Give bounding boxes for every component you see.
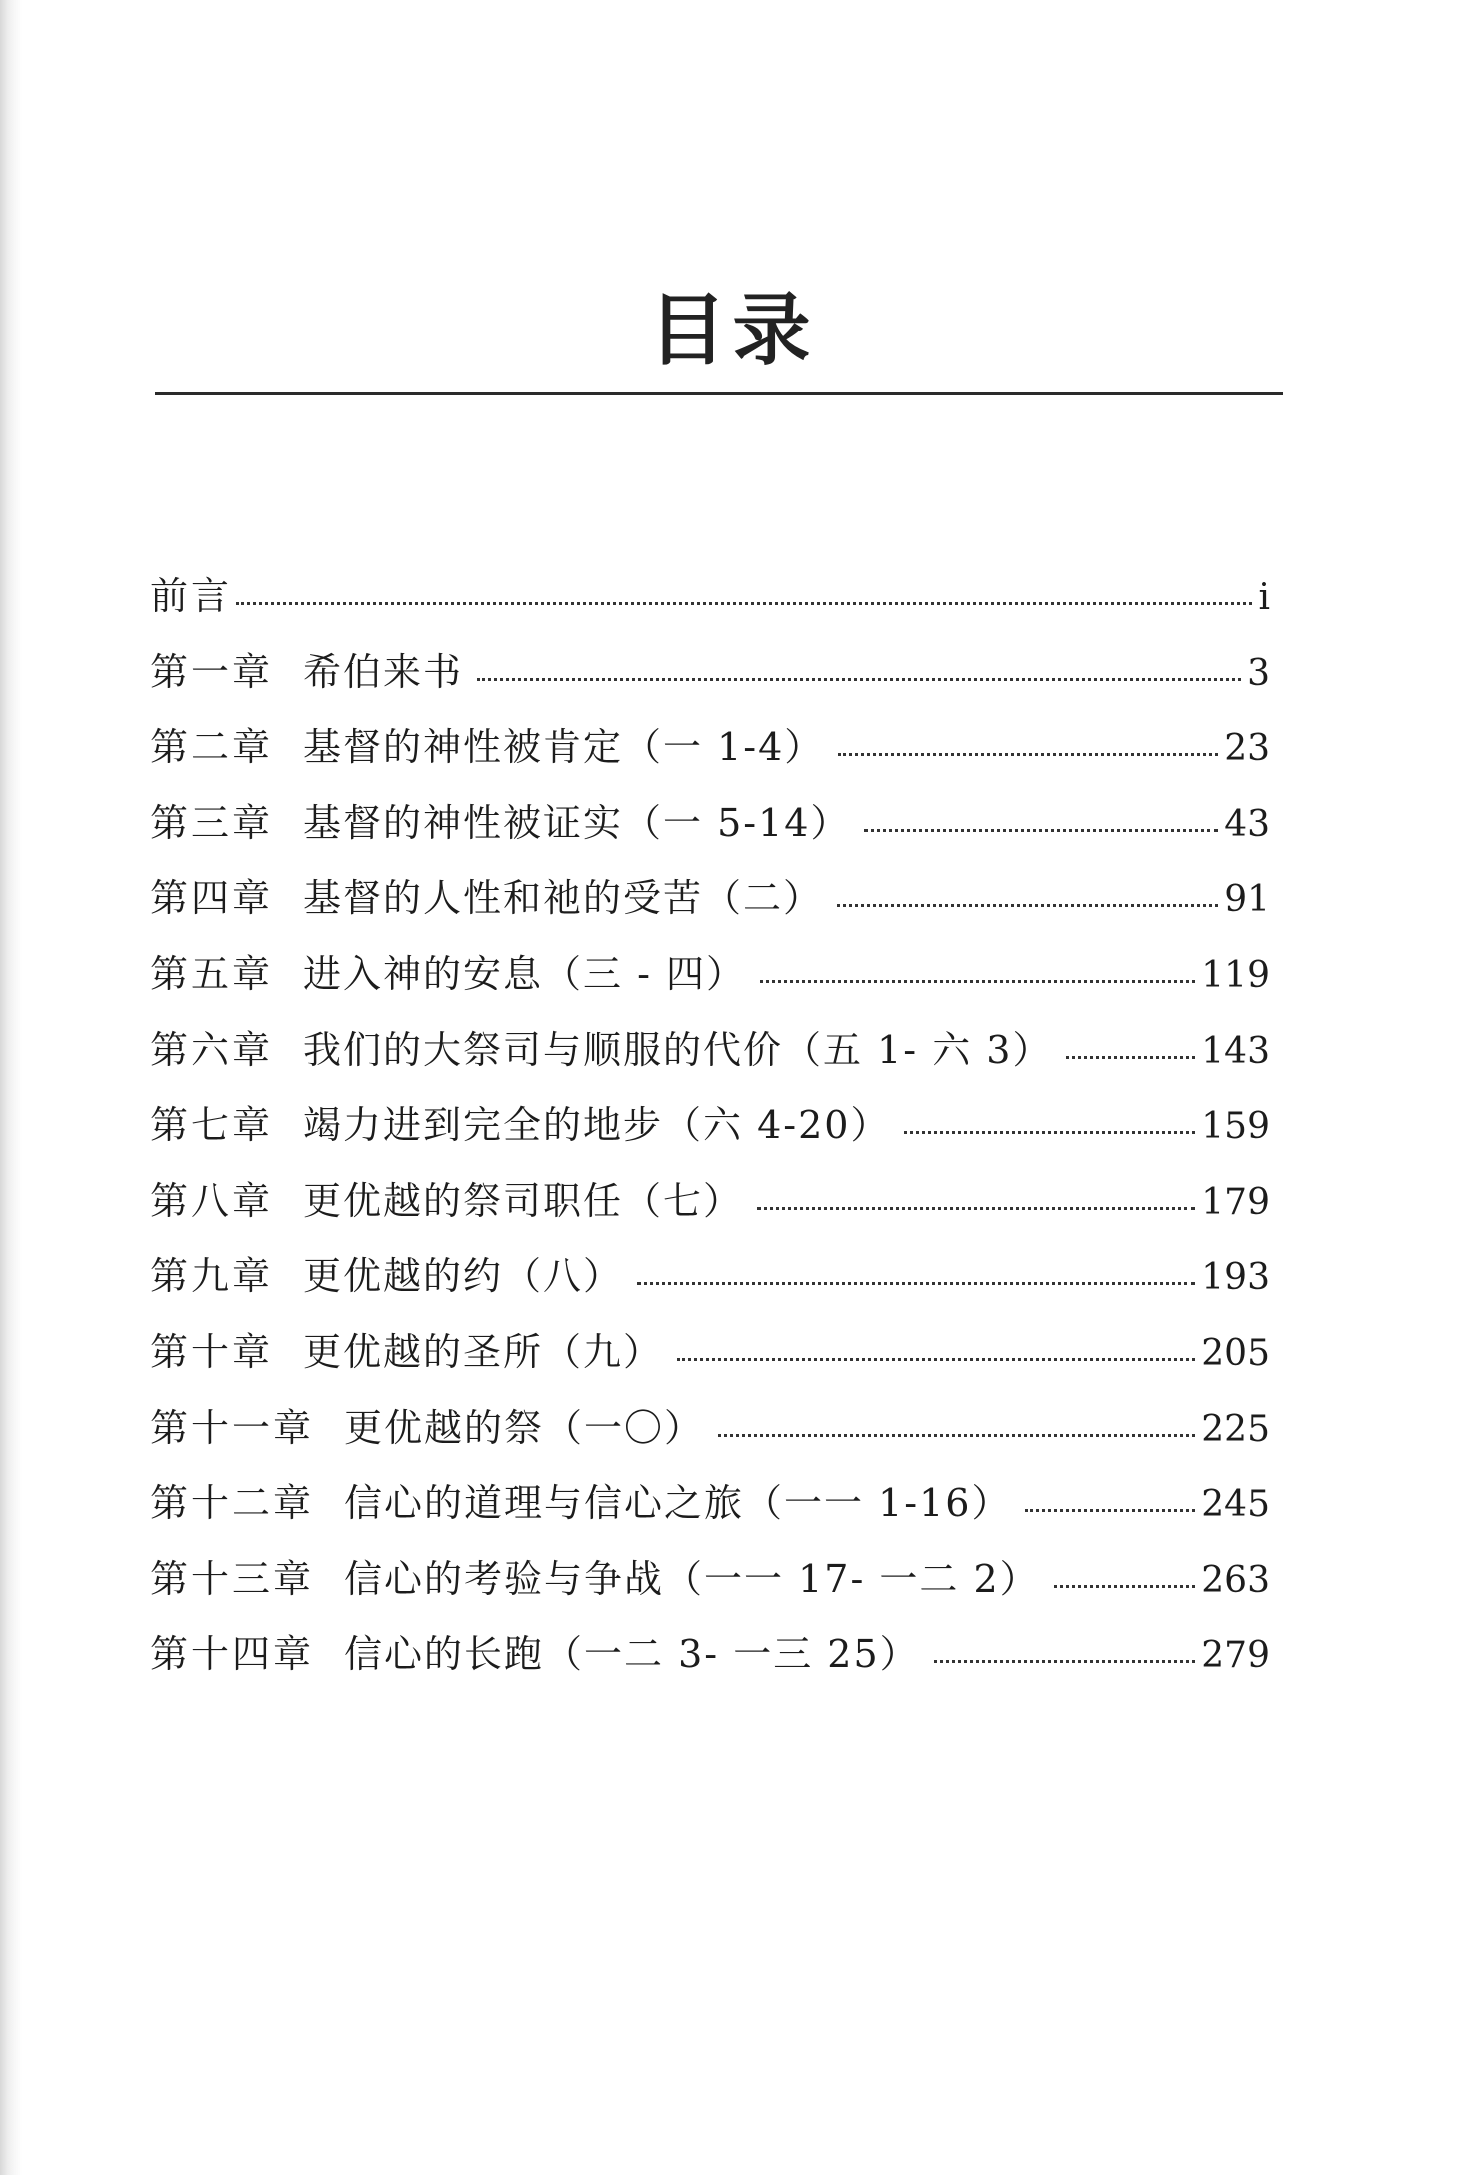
leader-dots [677,1358,1195,1361]
page-number: 179 [1201,1181,1270,1223]
chapter-number: 第十二章 [150,1481,315,1526]
chapter-title: 信心的道理与信心之旅（一一 1-16） [344,1481,1012,1526]
chapter-title: 我们的大祭司与顺服的代价（五 1- 六 3） [303,1027,1053,1072]
leader-dots [934,1660,1196,1663]
chapter-number: 第十四章 [150,1632,315,1677]
chapter-number: 前言 [150,574,233,618]
leader-dots [718,1434,1195,1437]
leader-dots [757,1207,1195,1210]
chapter-title: 基督的神性被证实（一 5-14） [303,800,851,845]
page-number: 3 [1247,652,1270,694]
page-title: 目录 [648,286,817,376]
chapter-number: 第八章 [150,1178,274,1223]
page-number: 225 [1201,1408,1270,1450]
chapter-title: 信心的长跑（一二 3- 一三 25） [344,1632,920,1677]
leader-dots [864,829,1218,832]
leader-dots [760,980,1195,983]
chapter-number: 第一章 [150,649,274,694]
leader-dots [1054,1585,1196,1588]
chapter-title: 进入神的安息（三 - 四） [303,951,747,996]
toc-entry-4[interactable] [150,867,1270,943]
leader-dots [477,678,1241,681]
chapter-number: 第三章 [150,800,274,845]
chapter-number: 第十章 [150,1329,274,1374]
toc-entry-5[interactable] [150,943,1270,1019]
toc-entry-6[interactable] [150,1019,1270,1095]
toc-entry-12[interactable] [150,1472,1270,1548]
page-number: 143 [1201,1030,1270,1072]
toc-entry-8[interactable] [150,1170,1270,1246]
page-number: 23 [1224,728,1270,770]
chapter-title: 更优越的祭（一〇） [344,1405,705,1450]
page-number: 279 [1201,1635,1270,1677]
chapter-title: 更优越的圣所（九） [303,1329,664,1374]
chapter-number: 第七章 [150,1103,274,1148]
chapter-number: 第十三章 [150,1556,315,1601]
leader-dots [837,904,1218,907]
chapter-number: 第五章 [150,951,274,996]
chapter-title: 竭力进到完全的地步（六 4-20） [303,1103,891,1148]
toc-entry-1[interactable] [150,641,1270,717]
page-number: 91 [1224,879,1270,921]
chapter-title: 更优越的约（八） [303,1254,624,1299]
page-number: 263 [1201,1559,1270,1601]
chapter-title: 希伯来书 [303,649,464,694]
toc-entry-9[interactable] [150,1245,1270,1321]
toc-entry-preface[interactable] [150,565,1270,641]
toc-entry-7[interactable] [150,1094,1270,1170]
leader-dots [1025,1509,1195,1512]
chapter-number: 第十一章 [150,1405,315,1450]
page-number: i [1258,577,1270,618]
toc-entry-13[interactable] [150,1548,1270,1624]
chapter-title: 基督的人性和祂的受苦（二） [303,876,824,921]
page-number: 43 [1224,803,1270,845]
chapter-title: 更优越的祭司职任（七） [303,1178,744,1223]
table-of-contents [150,565,1270,1699]
leader-dots [904,1131,1195,1134]
chapter-number: 第四章 [150,876,274,921]
leader-dots [838,753,1218,756]
leader-dots [236,602,1252,605]
chapter-number: 第二章 [150,725,274,770]
leader-dots [1066,1056,1195,1059]
page-number: 245 [1201,1484,1270,1526]
toc-entry-14[interactable] [150,1623,1270,1699]
leader-dots [637,1282,1195,1285]
page-number: 205 [1201,1332,1270,1374]
chapter-number: 第六章 [150,1027,274,1072]
toc-entry-3[interactable] [150,792,1270,868]
chapter-number: 第九章 [150,1254,274,1299]
toc-entry-11[interactable] [150,1397,1270,1473]
chapter-title: 信心的考验与争战（一一 17- 一二 2） [344,1556,1040,1601]
page-number: 193 [1201,1257,1270,1299]
toc-entry-2[interactable] [150,716,1270,792]
title-rule [155,392,1283,395]
page-number: 159 [1201,1106,1270,1148]
chapter-title: 基督的神性被肯定（一 1-4） [303,725,825,770]
page-number: 119 [1201,954,1270,996]
toc-entry-10[interactable] [150,1321,1270,1397]
